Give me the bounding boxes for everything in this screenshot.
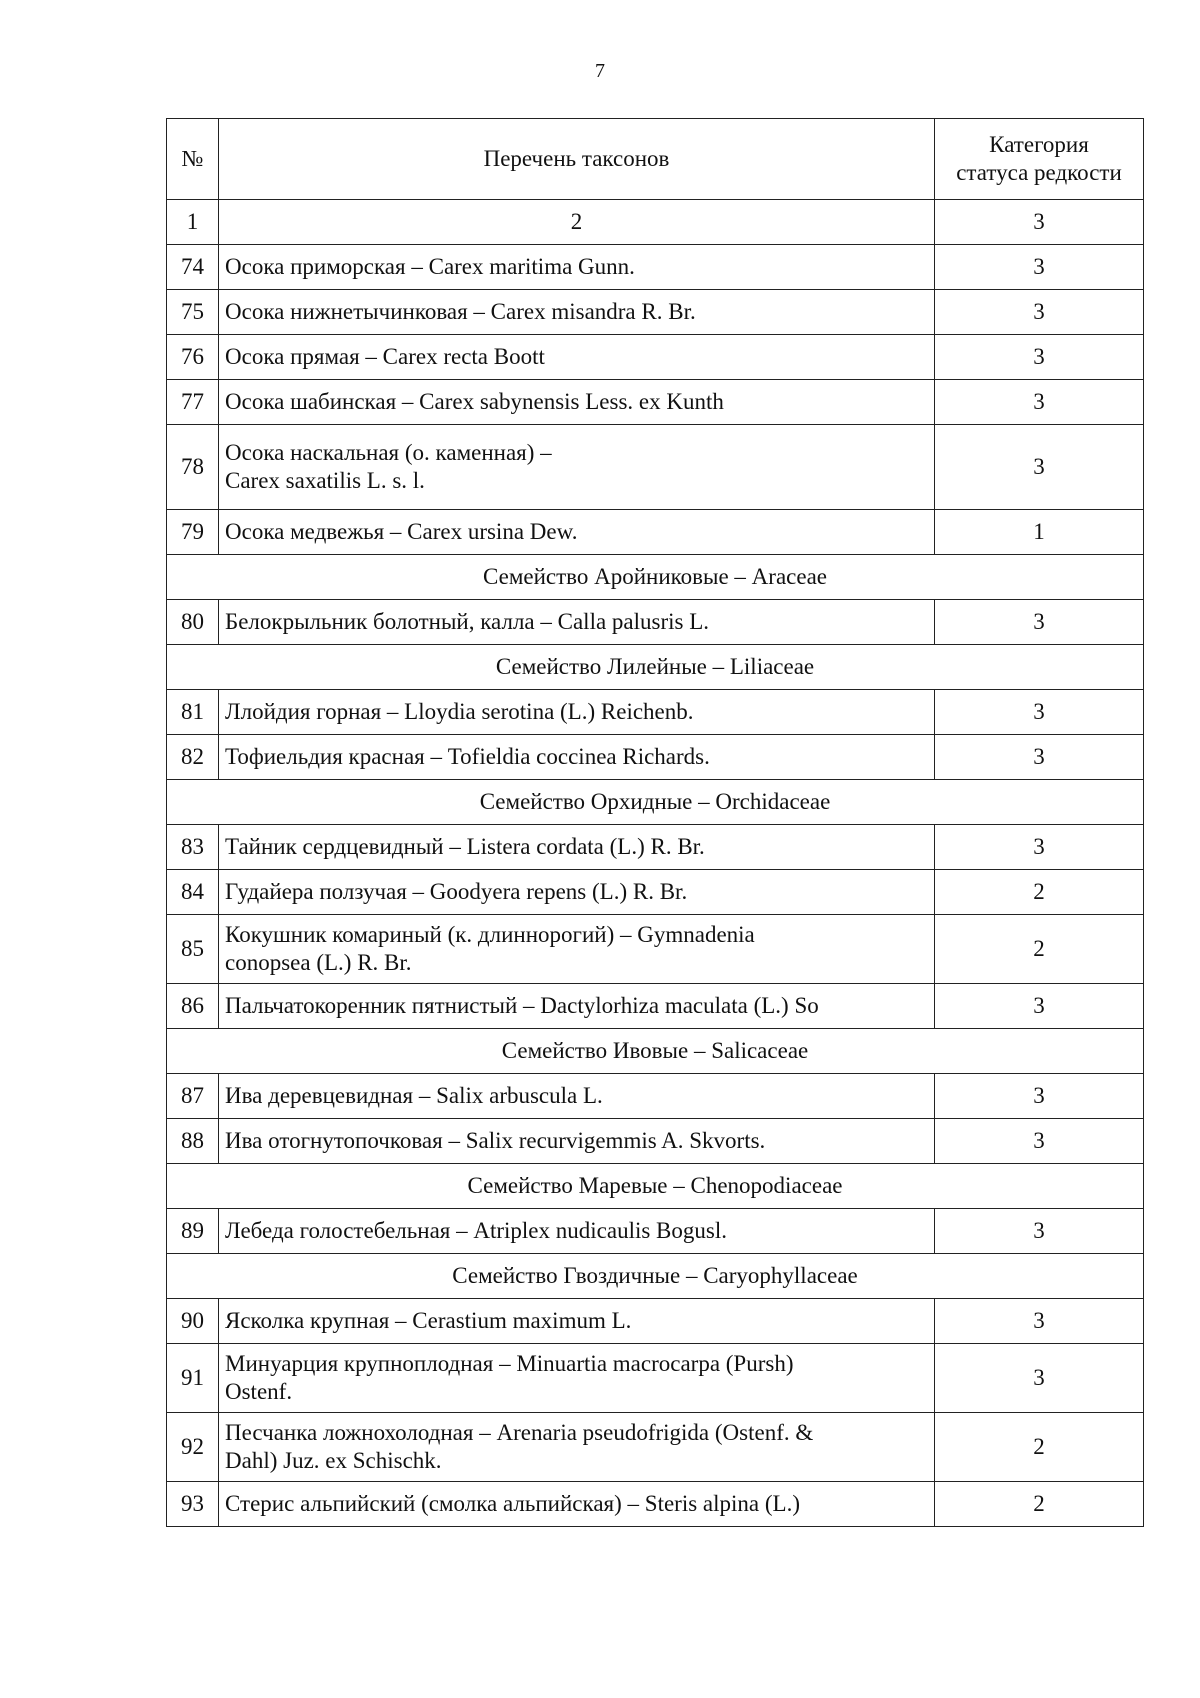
table-row xyxy=(167,915,1144,984)
table-row xyxy=(167,1482,1144,1527)
taxon-name-line: Ллойдия горная – Lloydia serotina (L.) Reichenb. xyxy=(225,699,694,724)
taxon-name-line: Ива отогнутопочковая – Salix recurvigemmis A. Skvorts. xyxy=(225,1128,766,1153)
table-row xyxy=(167,600,1144,645)
family-name: Семейство Аройниковые – Araceae xyxy=(167,555,1144,600)
rarity-category: 3 xyxy=(935,1209,1144,1254)
table-row xyxy=(167,825,1144,870)
taxon-name-line: Ива деревцевидная – Salix arbuscula L. xyxy=(225,1083,603,1108)
rarity-category: 2 xyxy=(935,915,1144,984)
taxon-name xyxy=(219,335,935,380)
rarity-category: 2 xyxy=(935,1482,1144,1527)
taxon-number: 93 xyxy=(167,1482,219,1527)
column-index-2: 2 xyxy=(219,200,935,245)
taxon-name-line: Осока наскальная (о. каменная) – xyxy=(225,440,552,465)
taxon-number: 81 xyxy=(167,690,219,735)
taxon-number: 76 xyxy=(167,335,219,380)
taxon-name-line: Осока приморская – Carex maritima Gunn. xyxy=(225,254,635,279)
taxon-number: 89 xyxy=(167,1209,219,1254)
taxon-name-line: conopsea (L.) R. Br. xyxy=(225,950,412,975)
table-row xyxy=(167,290,1144,335)
taxon-name-line: Ostenf. xyxy=(225,1379,293,1404)
taxon-name xyxy=(219,915,935,984)
taxon-name-line: Ясколка крупная – Cerastium maximum L. xyxy=(225,1308,632,1333)
taxa-table-body xyxy=(167,119,1144,1527)
taxon-name-line: Dahl) Juz. ex Schischk. xyxy=(225,1448,442,1473)
taxon-number: 75 xyxy=(167,290,219,335)
family-name: Семейство Гвоздичные – Caryophyllaceae xyxy=(167,1254,1144,1299)
taxon-name xyxy=(219,1344,935,1413)
header-category-line2: статуса редкости xyxy=(956,160,1122,185)
taxon-name xyxy=(219,825,935,870)
taxon-number: 80 xyxy=(167,600,219,645)
page-number: 7 xyxy=(595,60,605,82)
family-row xyxy=(167,645,1144,690)
header-category xyxy=(935,119,1144,200)
table-row xyxy=(167,1413,1144,1482)
taxon-name-line: Пальчатокоренник пятнистый – Dactylorhiza maculata (L.) So xyxy=(225,993,819,1018)
table-row xyxy=(167,984,1144,1029)
table-row xyxy=(167,510,1144,555)
rarity-category: 3 xyxy=(935,1299,1144,1344)
taxon-name-line: Лебеда голостебельная – Atriplex nudicaulis Bogusl. xyxy=(225,1218,727,1243)
column-index-1: 1 xyxy=(167,200,219,245)
taxon-name xyxy=(219,735,935,780)
taxon-name xyxy=(219,510,935,555)
rarity-category: 3 xyxy=(935,1074,1144,1119)
taxon-name-line: Гудайера ползучая – Goodyera repens (L.) R. Br. xyxy=(225,879,688,904)
table-row xyxy=(167,690,1144,735)
taxon-number: 82 xyxy=(167,735,219,780)
rarity-category: 3 xyxy=(935,825,1144,870)
taxon-number: 84 xyxy=(167,870,219,915)
taxon-number: 77 xyxy=(167,380,219,425)
taxon-number: 85 xyxy=(167,915,219,984)
rarity-category: 3 xyxy=(935,290,1144,335)
taxon-number: 74 xyxy=(167,245,219,290)
taxon-number: 83 xyxy=(167,825,219,870)
taxon-name xyxy=(219,1413,935,1482)
family-row xyxy=(167,1029,1144,1074)
column-index-3: 3 xyxy=(935,200,1144,245)
rarity-category: 3 xyxy=(935,335,1144,380)
taxon-name-line: Кокушник комариный (к. длиннорогий) – Gymnadenia xyxy=(225,922,755,947)
taxon-number: 86 xyxy=(167,984,219,1029)
header-taxa: Перечень таксонов xyxy=(219,119,935,200)
taxon-name xyxy=(219,1482,935,1527)
header-num: № xyxy=(167,119,219,200)
taxon-name xyxy=(219,425,935,510)
rarity-category: 3 xyxy=(935,984,1144,1029)
column-index-row xyxy=(167,200,1144,245)
table-row xyxy=(167,425,1144,510)
taxon-number: 88 xyxy=(167,1119,219,1164)
taxon-number: 91 xyxy=(167,1344,219,1413)
taxon-number: 92 xyxy=(167,1413,219,1482)
rarity-category: 3 xyxy=(935,735,1144,780)
rarity-category: 3 xyxy=(935,425,1144,510)
taxon-name-line: Осока медвежья – Carex ursina Dew. xyxy=(225,519,578,544)
table-row xyxy=(167,245,1144,290)
rarity-category: 3 xyxy=(935,245,1144,290)
family-row xyxy=(167,555,1144,600)
table-row xyxy=(167,1119,1144,1164)
rarity-category: 3 xyxy=(935,690,1144,735)
taxon-number: 78 xyxy=(167,425,219,510)
family-row xyxy=(167,1254,1144,1299)
family-name: Семейство Орхидные – Orchidaceae xyxy=(167,780,1144,825)
rarity-category: 3 xyxy=(935,380,1144,425)
family-name: Семейство Маревые – Chenopodiaceae xyxy=(167,1164,1144,1209)
rarity-category: 3 xyxy=(935,600,1144,645)
taxon-name-line: Осока прямая – Carex recta Boott xyxy=(225,344,545,369)
taxon-name-line: Тофиельдия красная – Tofieldia coccinea Richards. xyxy=(225,744,710,769)
taxon-name xyxy=(219,1074,935,1119)
taxon-name xyxy=(219,984,935,1029)
table-row xyxy=(167,1344,1144,1413)
taxa-table xyxy=(166,118,1144,1527)
table-header-row xyxy=(167,119,1144,200)
family-row xyxy=(167,780,1144,825)
taxon-name xyxy=(219,245,935,290)
taxon-name xyxy=(219,290,935,335)
header-category-line1: Категория xyxy=(989,132,1089,157)
rarity-category: 2 xyxy=(935,1413,1144,1482)
taxon-name-line: Минуарция крупноплодная – Minuartia macrocarpa (Pursh) xyxy=(225,1351,794,1376)
taxon-name xyxy=(219,1209,935,1254)
table-row xyxy=(167,1299,1144,1344)
rarity-category: 1 xyxy=(935,510,1144,555)
family-name: Семейство Лилейные – Liliaceae xyxy=(167,645,1144,690)
taxon-name xyxy=(219,1299,935,1344)
taxon-name-line: Белокрыльник болотный, калла – Calla palusris L. xyxy=(225,609,710,634)
family-row xyxy=(167,1164,1144,1209)
rarity-category: 3 xyxy=(935,1119,1144,1164)
table-row xyxy=(167,735,1144,780)
taxon-name-line: Carex saxatilis L. s. l. xyxy=(225,468,425,493)
table-row xyxy=(167,1074,1144,1119)
family-name: Семейство Ивовые – Salicaceae xyxy=(167,1029,1144,1074)
table-row xyxy=(167,870,1144,915)
taxon-name xyxy=(219,380,935,425)
taxon-name xyxy=(219,600,935,645)
taxon-name-line: Осока нижнетычинковая – Carex misandra R. Br. xyxy=(225,299,696,324)
taxon-name-line: Песчанка ложнохолодная – Arenaria pseudofrigida (Ostenf. & xyxy=(225,1420,814,1445)
taxon-name-line: Тайник сердцевидный – Listera cordata (L.) R. Br. xyxy=(225,834,705,859)
taxon-number: 90 xyxy=(167,1299,219,1344)
table-row xyxy=(167,1209,1144,1254)
taxon-name-line: Стерис альпийский (смолка альпийская) – Steris alpina (L.) xyxy=(225,1491,800,1516)
rarity-category: 2 xyxy=(935,870,1144,915)
taxon-name xyxy=(219,1119,935,1164)
table-row xyxy=(167,380,1144,425)
taxon-name xyxy=(219,870,935,915)
taxon-number: 87 xyxy=(167,1074,219,1119)
taxon-name-line: Осока шабинская – Carex sabynensis Less. ex Kunth xyxy=(225,389,724,414)
taxon-name xyxy=(219,690,935,735)
rarity-category: 3 xyxy=(935,1344,1144,1413)
taxon-number: 79 xyxy=(167,510,219,555)
table-row xyxy=(167,335,1144,380)
